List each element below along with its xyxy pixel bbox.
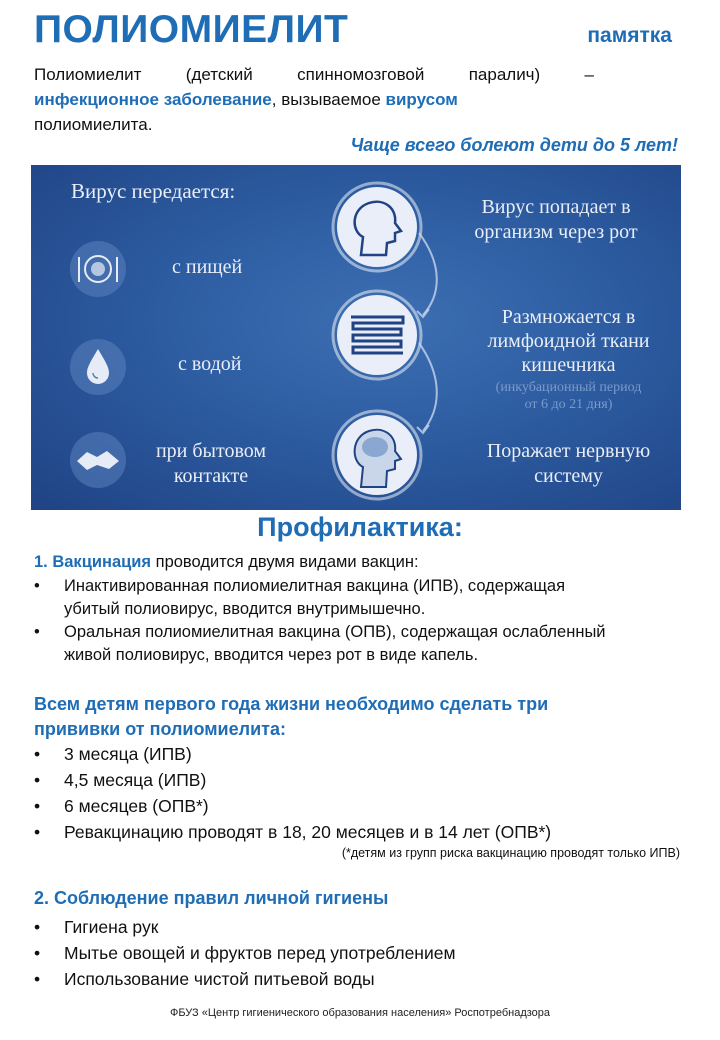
stage-mouth-line-1: Вирус попадает в xyxy=(481,196,631,218)
vaccine-ipv xyxy=(64,575,565,621)
memo-label: памятка xyxy=(587,24,672,47)
stage-intestine-line-1: Размножается в xyxy=(501,306,636,328)
children-warning: Чаще всего болеют дети до 5 лет! xyxy=(350,135,678,155)
intro-paragraph xyxy=(34,62,594,137)
vaccine-opv-line-2: живой полиовирус, вводится через рот в виде капель. xyxy=(64,646,479,664)
bullet-dot: • xyxy=(34,943,41,963)
prevention-title: Профилактика: xyxy=(257,512,463,542)
stage-nervous-line-2: систему xyxy=(534,465,603,487)
hygiene-item: Мытье овощей и фруктов перед употреблением xyxy=(64,943,456,963)
plate-icon xyxy=(70,241,126,297)
schedule-item: Ревакцинацию проводят в 18, 20 месяцев и в 14 лет (ОПВ*) xyxy=(64,822,552,842)
transmission-title: Вирус передается: xyxy=(71,179,236,203)
vaccine-ipv-line-1: Инактивированная полиомиелитная вакцина (ИПВ), содержащая xyxy=(64,577,566,595)
schedule-heading-line-1: Всем детям первого года жизни необходимо сделать три xyxy=(34,694,549,714)
intestine-icon xyxy=(333,291,421,379)
route-water-label: с водой xyxy=(178,353,242,375)
intro-highlight-disease: инфекционное заболевание xyxy=(34,90,272,109)
schedule-item: 3 месяца (ИПВ) xyxy=(64,744,192,764)
intro-line-1: Полиомиелит (детский спинномозговой паралич) – xyxy=(34,65,594,84)
vaccine-opv xyxy=(64,621,606,667)
stage-mouth xyxy=(441,195,671,245)
bullet-dot: • xyxy=(34,796,41,816)
schedule-footnote: (*детям из групп риска вакцинацию проводят только ИПВ) xyxy=(341,846,680,860)
vaccination-heading xyxy=(34,551,419,574)
water-drop-icon xyxy=(70,339,126,395)
intro-line-2 xyxy=(34,87,594,112)
intro-line-3: полиомиелита. xyxy=(34,115,153,134)
route-contact-line-2: контакте xyxy=(173,465,249,487)
route-contact-line-1: при бытовом xyxy=(155,440,267,462)
bullet-dot: • xyxy=(34,917,41,937)
schedule-heading xyxy=(34,692,548,742)
bullet-dot: • xyxy=(34,744,41,764)
hygiene-heading-bold: 2. Соблюдение правил личной гигиены xyxy=(34,888,389,908)
page-title: ПОЛИОМИЕЛИТ xyxy=(34,8,349,51)
footer-organization: ФБУЗ «Центр гигиенического образования населения» Роспотребнадзора xyxy=(169,1007,551,1019)
stage-intestine-line-2: лимфоидной ткани xyxy=(487,330,650,352)
stage-intestine xyxy=(441,305,681,413)
hygiene-item: Гигиена рук xyxy=(64,917,159,937)
handshake-icon xyxy=(70,432,126,488)
vaccination-heading-rest: проводится двумя видами вакцин: xyxy=(151,553,419,571)
vaccination-heading-bold: 1. Вакцинация xyxy=(34,553,152,571)
intro-text-caused: , вызываемое xyxy=(271,90,386,109)
head-profile-icon xyxy=(333,183,421,271)
hygiene-heading xyxy=(34,888,388,909)
stage-nervous-line-1: Поражает нервную xyxy=(486,440,651,462)
stage-intestine-line-3: кишечника xyxy=(521,354,616,376)
bullet-dot: • xyxy=(34,770,41,790)
route-contact-label xyxy=(151,439,271,489)
vaccine-opv-line-1: Оральная полиомиелитная вакцина (ОПВ), содержащая ослабленный xyxy=(64,623,606,641)
stage-mouth-line-2: организм через рот xyxy=(474,221,638,243)
intro-highlight-virus: вирусом xyxy=(385,90,458,109)
brain-head-icon xyxy=(333,411,421,499)
schedule-item: 6 месяцев (ОПВ*) xyxy=(64,796,209,816)
route-food-label: с пищей xyxy=(172,256,243,278)
stage-nervous xyxy=(441,439,681,489)
schedule-item: 4,5 месяца (ИПВ) xyxy=(64,770,207,790)
vaccine-ipv-line-2: убитый полиовирус, вводится внутримышечно. xyxy=(64,600,426,618)
bullet-dot: • xyxy=(34,969,41,989)
schedule-heading-line-2: прививки от полиомиелита: xyxy=(34,719,286,739)
bullet-dot: • xyxy=(34,822,41,842)
infographic-banner xyxy=(31,165,681,510)
bullet-dot: • xyxy=(34,623,40,641)
hygiene-item: Использование чистой питьевой воды xyxy=(64,969,375,989)
incubation-line-1: (инкубационный период xyxy=(495,380,642,395)
incubation-line-2: от 6 до 21 дня) xyxy=(524,397,613,412)
bullet-dot: • xyxy=(34,577,40,595)
